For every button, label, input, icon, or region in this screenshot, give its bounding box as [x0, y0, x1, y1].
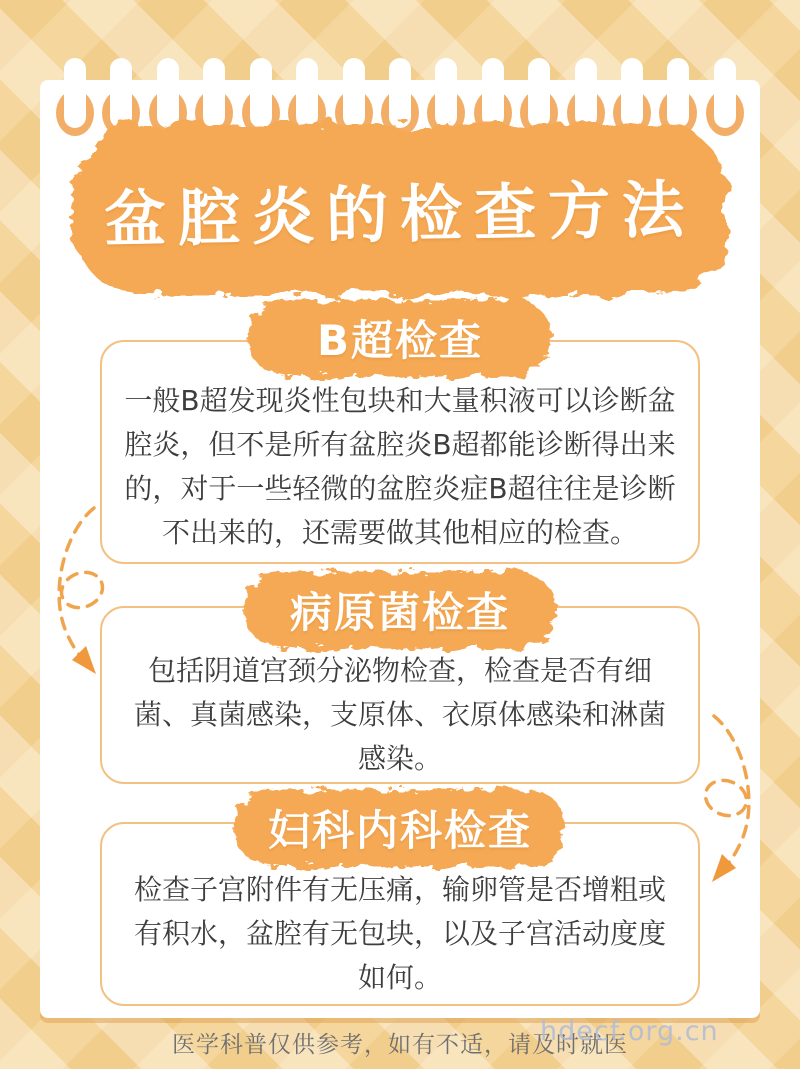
page-title: 盆腔炎的检查方法	[103, 172, 697, 256]
body-text-line: 感染。	[357, 742, 442, 775]
body-text-line: 如何。	[357, 961, 442, 994]
section-header-pathogen	[244, 571, 556, 649]
section-header-label: 病原菌检查	[289, 588, 510, 637]
dashed-loop-arrow-right-icon	[686, 712, 766, 887]
section-header-label: B超检查	[316, 316, 483, 365]
body-text-line: 的，对于一些轻微的盆腔炎症B超往往是诊断	[124, 472, 676, 505]
body-text-line: 包括阴道宫颈分泌物检查，检查是否有细	[147, 654, 652, 687]
dashed-loop-arrow-left-icon	[42, 504, 122, 679]
body-text-line: 不出来的，还需要做其他相应的检查。	[161, 516, 638, 549]
body-text-line: 菌、真菌感染，支原体、衣原体感染和淋菌	[133, 698, 666, 731]
body-text-line: 腔炎，但不是所有盆腔炎B超都能诊断得出来	[124, 428, 676, 461]
section-header-label: 妇科内科检查	[267, 806, 532, 855]
poster-title-banner	[72, 124, 728, 294]
body-text-line: 一般B超发现炎性包块和大量积液可以诊断盆	[124, 384, 676, 417]
disclaimer-text: 医学科普仅供参考，如有不适，请及时就医	[172, 1032, 628, 1058]
section-header-b-ultrasound	[248, 299, 552, 377]
section-header-gyn-internal	[234, 789, 566, 867]
body-text-line: 检查子宫附件有无压痛，输卵管是否增粗或	[133, 873, 666, 906]
body-text-line: 有积水，盆腔有无包块，以及子宫活动度度	[133, 917, 666, 950]
watermark-text: hdecf.org.cn	[540, 1016, 719, 1047]
